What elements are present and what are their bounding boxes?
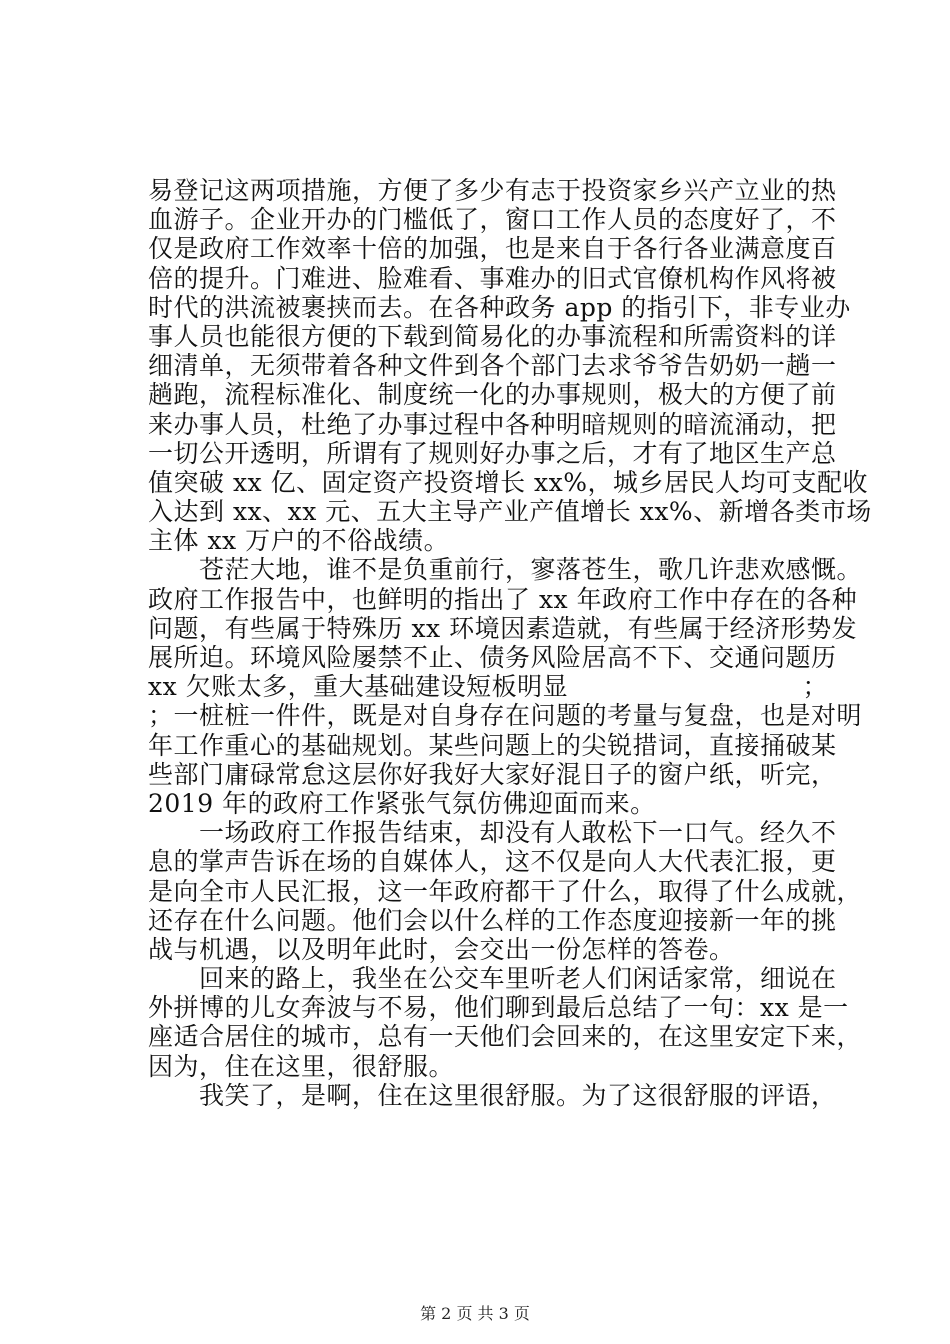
text-line: 苍茫大地，谁不是负重前行，寥落苍生，歌几许悲欢感慨。: [148, 555, 863, 585]
text-line: 易登记这两项措施，方便了多少有志于投资家乡兴产立业的热: [148, 176, 837, 205]
text-line: 我笑了，是啊，住在这里很舒服。为了这很舒服的评语，: [148, 1080, 837, 1110]
text-line: 倍的提升。门难进、脸难看、事难办的旧式官僚机构作风将被: [148, 263, 837, 293]
text-line-main: xx 欠账太多，重大基础建设短板明显: [148, 672, 569, 702]
text-line-trailing-semicolon: ；: [802, 672, 828, 702]
page-footer: [0, 1301, 950, 1324]
text-line: 是向全市人民汇报，这一年政府都干了什么，取得了什么成就，: [148, 876, 863, 906]
text-line: 来办事人员，杜绝了办事过程中各种明暗规则的暗流涌动，把: [148, 409, 837, 439]
text-line: 主体 xx 万户的不俗战绩。: [148, 526, 450, 556]
text-line: 仅是政府工作效率十倍的加强，也是来自于各行各业满意度百: [148, 234, 837, 264]
text-line: 入达到 xx、xx 元、五大主导产业产值增长 xx%、新增各类市场: [148, 497, 872, 527]
text-line: 事人员也能很方便的下载到简易化的办事流程和所需资料的详: [148, 321, 837, 351]
text-line: 一场政府工作报告结束，却没有人敢松下一口气。经久不: [148, 818, 837, 848]
text-line: 些部门庸碌常怠这层你好我好大家好混日子的窗户纸，听完，: [148, 759, 837, 789]
text-line: 外拼博的儿女奔波与不易，他们聊到最后总结了一句：xx 是一: [148, 993, 849, 1023]
text-line: 还存在什么问题。他们会以什么样的工作态度迎接新一年的挑: [148, 905, 837, 935]
text-line: 值突破 xx 亿、固定资产投资增长 xx%，城乡居民人均可支配收: [148, 467, 868, 497]
text-line: 细清单，无须带着各种文件到各个部门去求爷爷告奶奶一趟一: [148, 351, 837, 381]
text-line: 时代的洪流被裹挟而去。在各种政务 app 的指引下，非专业办: [148, 292, 851, 322]
text-line: 回来的路上，我坐在公交车里听老人们闲话家常，细说在: [148, 964, 837, 994]
text-line: 年工作重心的基础规划。某些问题上的尖锐措词，直接捅破某: [148, 730, 837, 760]
text-line: 血游子。企业开办的门槛低了，窗口工作人员的态度好了，不: [148, 205, 837, 235]
text-line: [148, 672, 828, 701]
text-line: 战与机遇，以及明年此时，会交出一份怎样的答卷。: [148, 934, 735, 964]
text-line: 座适合居住的城市，总有一天他们会回来的，在这里安定下来，: [148, 1022, 863, 1052]
text-line: 问题，有些属于特殊历 xx 环境因素造就，有些属于经济形势发: [148, 613, 858, 643]
text-line: 一切公开透明，所谓有了规则好办事之后，才有了地区生产总: [148, 438, 837, 468]
text-line: 2019 年的政府工作紧张气氛仿佛迎面而来。: [148, 788, 656, 818]
text-line: 政府工作报告中，也鲜明的指出了 xx 年政府工作中存在的各种: [148, 584, 858, 614]
text-line: 展所迫。环境风险屡禁不止、债务风险居高不下、交通问题历: [148, 643, 837, 672]
text-line: 趟跑，流程标准化、制度统一化的办事规则，极大的方便了前: [148, 380, 837, 410]
text-line: 息的掌声告诉在场的自媒体人，这不仅是向人大代表汇报，更: [148, 847, 837, 877]
document-body: [148, 176, 872, 1110]
page-number-label: 第 2 页 共 3 页: [420, 1304, 530, 1323]
text-line: 因为，住在这里，很舒服。: [148, 1051, 455, 1081]
text-line: ；一桩桩一件件，既是对自身存在问题的考量与复盘，也是对明: [148, 701, 863, 731]
